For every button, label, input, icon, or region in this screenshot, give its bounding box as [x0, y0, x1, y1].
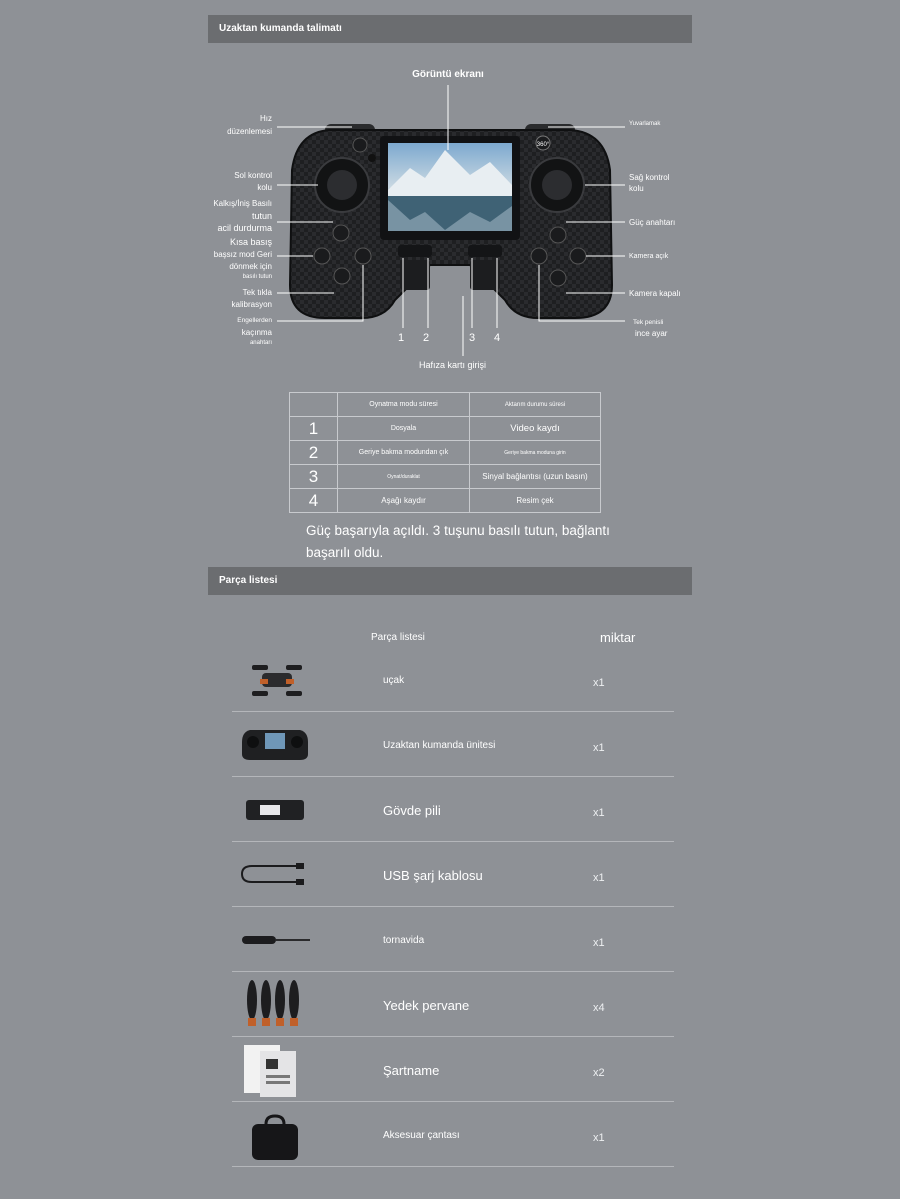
calibration-button — [334, 268, 350, 284]
label-number-1: 1 — [398, 332, 405, 344]
list-item — [232, 712, 674, 777]
label-number-3: 3 — [469, 332, 476, 344]
label-takeoff-3: acil durdurma — [217, 223, 272, 233]
part-name: USB şarj kablosu — [383, 868, 483, 883]
remote-instructions-header: Uzaktan kumanda talimatı — [208, 15, 692, 43]
button-function-table — [289, 392, 601, 513]
drone-icon — [238, 649, 318, 709]
part-quantity: x1 — [593, 807, 605, 819]
parts-list-header: Parça listesi — [208, 567, 692, 595]
part-name: Aksesuar çantası — [383, 1130, 460, 1141]
obstacle-avoidance-button — [355, 248, 371, 264]
table-row — [290, 465, 601, 489]
label-short-press-1: Kısa basış — [229, 237, 272, 247]
label-takeoff-1: Kalkış/İniş Basılı — [213, 199, 272, 208]
remote-controller-diagram — [0, 0, 900, 390]
camera-on-button — [570, 248, 586, 264]
table-cell: 4 — [290, 489, 338, 513]
remote-icon — [238, 714, 318, 774]
button-1-2 — [398, 245, 432, 257]
label-short-press-4: basılı tutun — [242, 274, 272, 280]
label-avoidance-1: Engellerden — [237, 317, 272, 324]
label-camera-off: Kamera kapalı — [629, 289, 681, 298]
label-display-screen: Görüntü ekranı — [412, 69, 484, 80]
label-flip: Yuvarlamak — [629, 121, 661, 127]
propeller-icon — [238, 974, 318, 1034]
screwdriver-icon — [238, 909, 318, 969]
battery-icon — [238, 779, 318, 839]
table-cell: Geriye bakma moduna girin — [470, 441, 601, 465]
part-name: tornavida — [383, 935, 425, 946]
label-left-stick-1: Sol kontrol — [234, 171, 272, 180]
label-calibration-2: kalibrasyon — [231, 300, 272, 309]
part-quantity: x1 — [593, 1132, 605, 1144]
part-quantity: x1 — [593, 677, 605, 689]
table-cell: Video kaydı — [470, 417, 601, 441]
fine-tune-button — [531, 248, 547, 264]
pairing-note: Güç başarıyla açıldı. 3 tuşunu basılı tutun, bağlantı başarılı oldu. — [306, 523, 610, 560]
part-quantity: x1 — [593, 937, 605, 949]
part-quantity: x4 — [593, 1002, 605, 1014]
label-sd-slot: Hafıza kartı girişi — [418, 360, 487, 370]
label-number-4: 4 — [494, 332, 501, 344]
label-short-press-3: dönmek için — [229, 262, 272, 271]
label-short-press-2: başsız mod Geri — [213, 250, 272, 259]
part-name: Şartname — [383, 1063, 440, 1078]
part-quantity: x1 — [593, 872, 605, 884]
power-button — [550, 227, 566, 243]
label-right-stick-1: Sağ kontrol — [629, 173, 670, 182]
table-cell: Dosyala — [338, 417, 470, 441]
label-left-stick-2: kolu — [257, 183, 272, 192]
part-quantity: x1 — [593, 742, 605, 754]
takeoff-land-button — [333, 225, 349, 241]
manual-icon — [238, 1039, 318, 1099]
svg-text:360°: 360° — [536, 142, 550, 148]
part-name: uçak — [383, 675, 405, 686]
parts-column-header-qty: miktar — [600, 630, 636, 645]
part-name: Gövde pili — [383, 803, 441, 818]
label-avoidance-3: anahtarı — [249, 340, 272, 346]
part-name: Uzaktan kumanda ünitesi — [383, 740, 496, 751]
table-cell: 2 — [290, 441, 338, 465]
headless-return-button — [314, 248, 330, 264]
table-cell: Resim çek — [470, 489, 601, 513]
label-power: Güç anahtarı — [629, 218, 676, 227]
usb-cable-icon — [238, 844, 318, 904]
list-item — [232, 972, 674, 1037]
table-cell: 1 — [290, 417, 338, 441]
table-cell: Oynat/duraklat — [338, 465, 470, 489]
label-fine-tune-1: Tek penisli — [633, 319, 664, 326]
list-item — [232, 1037, 674, 1102]
speed-button — [353, 138, 367, 152]
label-camera-on: Kamera açık — [629, 253, 669, 260]
list-item — [232, 1102, 674, 1167]
button-3-4 — [468, 245, 502, 257]
list-item — [232, 842, 674, 907]
list-item — [232, 777, 674, 842]
table-row — [290, 417, 601, 441]
table-cell: Aşağı kaydır — [338, 489, 470, 513]
list-item — [232, 907, 674, 972]
list-item — [232, 647, 674, 712]
label-avoidance-2: kaçınma — [241, 328, 272, 337]
table-header-cell: Oynatma modu süresi — [338, 393, 470, 417]
table-cell: Geriye bakma modundan çık — [338, 441, 470, 465]
label-speed-2: düzenlemesi — [227, 127, 272, 136]
table-header-row — [290, 393, 601, 417]
table-cell: 3 — [290, 465, 338, 489]
table-row — [290, 489, 601, 513]
label-right-stick-2: kolu — [629, 184, 644, 193]
part-quantity: x2 — [593, 1067, 605, 1079]
label-calibration-1: Tek tıkla — [242, 288, 272, 297]
table-cell — [290, 393, 338, 417]
table-row — [290, 441, 601, 465]
label-speed-1: Hız — [260, 114, 272, 123]
part-name: Yedek pervane — [383, 998, 470, 1013]
bag-icon — [238, 1104, 318, 1164]
label-number-2: 2 — [423, 332, 430, 344]
camera-off-button — [550, 270, 566, 286]
label-takeoff-2: tutun — [251, 211, 272, 221]
label-fine-tune-2: ince ayar — [635, 329, 668, 338]
parts-column-header-name: Parça listesi — [371, 632, 425, 643]
table-header-cell: Aktarım durumu süresi — [470, 393, 601, 417]
table-cell: Sinyal bağlantısı (uzun basın) — [470, 465, 601, 489]
